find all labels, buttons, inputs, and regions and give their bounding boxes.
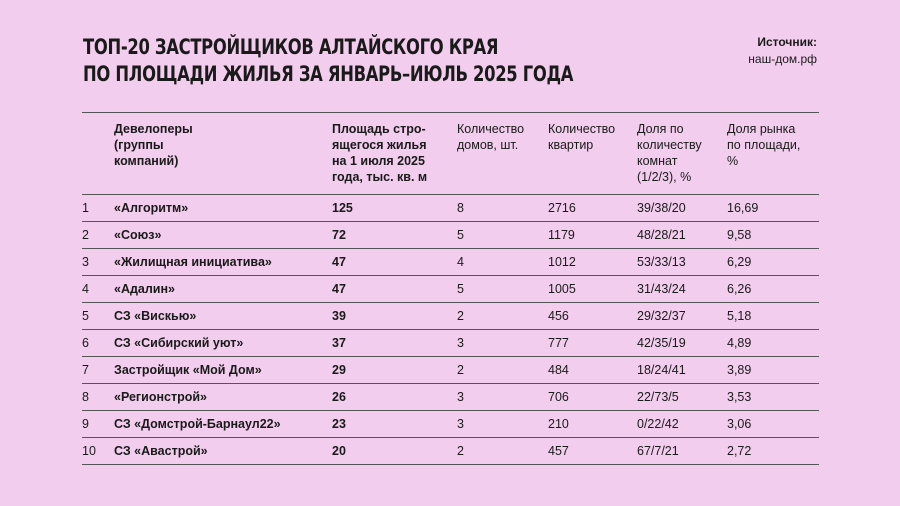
table-row (82, 330, 819, 357)
cell-area: 47 (332, 255, 346, 269)
column-header-line: ящегося жилья (332, 138, 427, 152)
column-header-rank (82, 113, 114, 195)
cell-rooms_share: 48/28/21 (637, 228, 686, 242)
cell-area: 23 (332, 417, 346, 431)
cell-rank: 8 (82, 390, 89, 404)
cell-apartments: 1005 (548, 282, 576, 296)
cell-market_share: 9,58 (727, 228, 752, 242)
column-header-houses (457, 113, 548, 195)
table-row (82, 411, 819, 438)
cell-market_share: 6,29 (727, 255, 752, 269)
cell-apartments: 457 (548, 444, 569, 458)
cell-houses: 5 (457, 228, 464, 242)
column-header-line: Девелоперы (114, 122, 193, 136)
cell-developer: СЗ «Сибирский уют» (114, 336, 244, 350)
cell-developer: Застройщик «Мой Дом» (114, 363, 262, 377)
cell-rank: 9 (82, 417, 89, 431)
cell-apartments: 1179 (548, 228, 575, 242)
chart-title-line-1: ТОП-20 ЗАСТРОЙЩИКОВ АЛТАЙСКОГО КРАЯ (83, 35, 499, 59)
cell-area: 47 (332, 282, 346, 296)
table-row (82, 303, 819, 330)
table-row (82, 276, 819, 303)
cell-rooms_share: 53/33/13 (637, 255, 686, 269)
cell-houses: 2 (457, 444, 464, 458)
cell-market_share: 16,69 (727, 201, 759, 215)
cell-developer: «Жилищная инициатива» (114, 255, 272, 269)
cell-developer: СЗ «Домстрой-Барнаул22» (114, 417, 281, 431)
table-row (82, 438, 819, 465)
table-row (82, 249, 819, 276)
column-header-line: Доля по (637, 122, 684, 136)
cell-apartments: 484 (548, 363, 569, 377)
cell-area: 29 (332, 363, 346, 377)
cell-rooms_share: 0/22/42 (637, 417, 679, 431)
source-note (748, 34, 817, 68)
cell-developer: «Алгоритм» (114, 201, 189, 215)
cell-rooms_share: 29/32/37 (637, 309, 686, 323)
cell-apartments: 777 (548, 336, 569, 350)
cell-rank: 6 (82, 336, 89, 350)
chart-title-line-2: ПО ПЛОЩАДИ ЖИЛЬЯ ЗА ЯНВАРЬ–ИЮЛЬ 2025 ГОДА (83, 62, 574, 86)
cell-rank: 3 (82, 255, 89, 269)
column-header-line: количеству (637, 138, 702, 152)
cell-rank: 2 (82, 228, 89, 242)
column-header-apartments (548, 113, 637, 195)
cell-rank: 4 (82, 282, 89, 296)
cell-rank: 7 (82, 363, 89, 377)
cell-market_share: 3,06 (727, 417, 752, 431)
cell-developer: СЗ «Вискью» (114, 309, 197, 323)
column-header-line: Количество (457, 122, 525, 136)
table-header-row (82, 113, 819, 195)
cell-rooms_share: 39/38/20 (637, 201, 686, 215)
cell-apartments: 456 (548, 309, 569, 323)
cell-rooms_share: 42/35/19 (637, 336, 686, 350)
column-header-area (332, 113, 457, 195)
table-row (82, 384, 819, 411)
cell-apartments: 210 (548, 417, 569, 431)
column-header-market_share (727, 113, 819, 195)
source-label: Источник: (757, 35, 817, 49)
table-header (82, 113, 819, 195)
column-header-line: Доля рынка (727, 122, 796, 136)
column-header-line: (1/2/3), % (637, 170, 692, 184)
cell-market_share: 2,72 (727, 444, 752, 458)
cell-houses: 8 (457, 201, 464, 215)
developers-table (82, 112, 819, 465)
source-value: наш-дом.рф (748, 52, 817, 66)
cell-market_share: 6,26 (727, 282, 752, 296)
column-header-line: квартир (548, 138, 594, 152)
cell-apartments: 2716 (548, 201, 576, 215)
cell-developer: «Союз» (114, 228, 162, 242)
cell-houses: 2 (457, 309, 464, 323)
cell-rank: 10 (82, 444, 96, 458)
table-body (82, 195, 819, 465)
column-header-line: года, тыс. кв. м (332, 170, 428, 184)
column-header-rooms_share (637, 113, 727, 195)
chart-title (83, 34, 574, 88)
column-header-line: домов, шт. (457, 138, 519, 152)
column-header-line: (группы (114, 138, 164, 152)
cell-rooms_share: 18/24/41 (637, 363, 686, 377)
cell-developer: «Адалин» (114, 282, 175, 296)
column-header-line: комнат (637, 154, 678, 168)
cell-houses: 5 (457, 282, 464, 296)
column-header-developer (114, 113, 332, 195)
cell-rooms_share: 67/7/21 (637, 444, 679, 458)
column-header-line: % (727, 154, 739, 168)
cell-area: 125 (332, 201, 353, 215)
cell-market_share: 4,89 (727, 336, 752, 350)
column-header-line: компаний) (114, 154, 179, 168)
cell-developer: «Регионстрой» (114, 390, 207, 404)
cell-houses: 3 (457, 417, 464, 431)
cell-apartments: 706 (548, 390, 569, 404)
cell-area: 39 (332, 309, 346, 323)
table-row (82, 357, 819, 384)
cell-rooms_share: 31/43/24 (637, 282, 686, 296)
column-header-line: Количество (548, 122, 616, 136)
cell-area: 72 (332, 228, 346, 242)
cell-area: 26 (332, 390, 346, 404)
cell-developer: СЗ «Авастрой» (114, 444, 208, 458)
cell-rank: 5 (82, 309, 89, 323)
cell-market_share: 5,18 (727, 309, 752, 323)
table-row (82, 195, 819, 222)
cell-area: 37 (332, 336, 346, 350)
column-header-line: Площадь стро- (332, 122, 426, 136)
cell-market_share: 3,53 (727, 390, 752, 404)
cell-houses: 4 (457, 255, 464, 269)
cell-rank: 1 (82, 201, 89, 215)
cell-houses: 3 (457, 336, 464, 350)
column-header-line: на 1 июля 2025 (332, 154, 425, 168)
column-header-line: по площади, (727, 138, 801, 152)
cell-apartments: 1012 (548, 255, 576, 269)
cell-rooms_share: 22/73/5 (637, 390, 679, 404)
table-row (82, 222, 819, 249)
cell-area: 20 (332, 444, 346, 458)
cell-houses: 2 (457, 363, 464, 377)
cell-houses: 3 (457, 390, 464, 404)
cell-market_share: 3,89 (727, 363, 752, 377)
